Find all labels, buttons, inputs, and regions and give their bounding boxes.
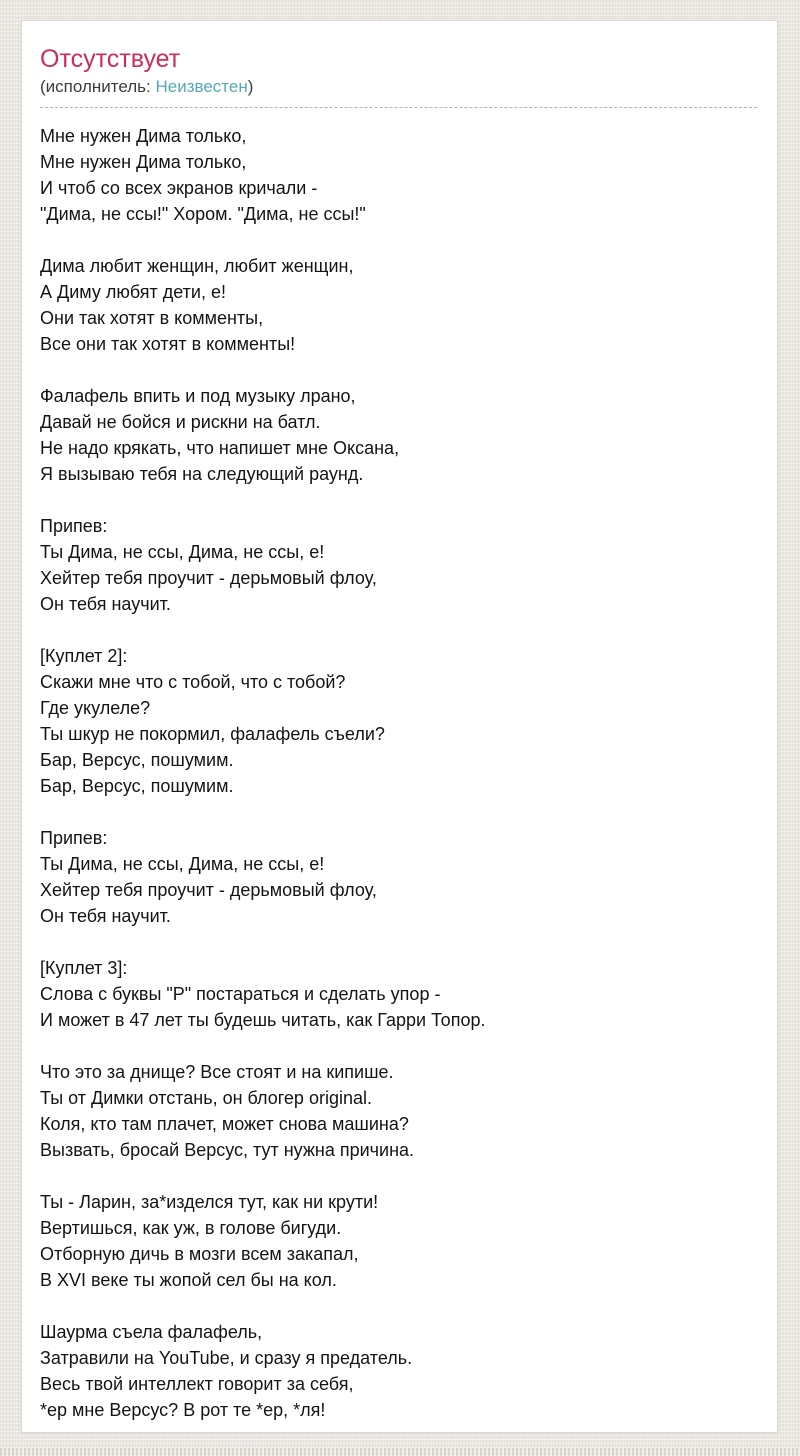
lyric-line: Скажи мне что с тобой, что с тобой? <box>40 672 346 692</box>
lyrics-stanza <box>40 383 757 487</box>
lyric-line: Мне нужен Дима только, <box>40 152 247 172</box>
lyrics-stanza <box>40 825 757 929</box>
lyric-line: *ер мне Версус? В рот те *ер, *ля! <box>40 1400 326 1420</box>
lyric-line: Ты - Ларин, за*изделся тут, как ни крути! <box>40 1192 379 1212</box>
lyric-line: И чтоб со всех экранов кричали - <box>40 178 318 198</box>
lyrics-stanza <box>40 123 757 227</box>
lyric-line: Ты шкур не покормил, фалафель съели? <box>40 724 385 744</box>
lyric-line: Давай не бойся и рискни на батл. <box>40 412 321 432</box>
lyric-line: Все они так хотят в комменты! <box>40 334 296 354</box>
lyric-line: Ты Дима, не ссы, Дима, не ссы, е! <box>40 854 325 874</box>
lyric-line: Вызвать, бросай Версус, тут нужна причина. <box>40 1140 415 1160</box>
lyric-line: [Куплет 2]: <box>40 646 128 666</box>
lyric-line: "Дима, не ссы!" Хором. "Дима, не ссы!" <box>40 204 366 224</box>
lyric-line: [Куплет 3]: <box>40 958 128 978</box>
lyrics-stanza <box>40 643 757 799</box>
lyric-line: Припев: <box>40 516 108 536</box>
lyrics-stanza <box>40 1189 757 1293</box>
lyrics-stanza <box>40 253 757 357</box>
lyric-line: Бар, Версус, пошумим. <box>40 776 234 796</box>
lyric-line: Где укулеле? <box>40 698 151 718</box>
lyric-line: Затравили на YouTube, и сразу я предатель. <box>40 1348 413 1368</box>
lyric-line: Он тебя научит. <box>40 906 171 926</box>
lyric-line: Коля, кто там плачет, может снова машина? <box>40 1114 409 1134</box>
lyric-line: Не надо крякать, что напишет мне Оксана, <box>40 438 400 458</box>
lyric-line: Он тебя научит. <box>40 594 171 614</box>
lyric-line: Мне нужен Дима только, <box>40 126 247 146</box>
lyric-line: Слова с буквы "Р" постараться и сделать упор - <box>40 984 441 1004</box>
lyric-line: Хейтер тебя проучит - дерьмовый флоу, <box>40 568 377 588</box>
lyric-line: В XVI веке ты жопой сел бы на кол. <box>40 1270 337 1290</box>
lyrics-stanza <box>40 1319 757 1423</box>
lyrics-card <box>21 20 778 1433</box>
lyrics <box>40 123 757 1423</box>
lyric-line: Дима любит женщин, любит женщин, <box>40 256 354 276</box>
lyric-line: Бар, Версус, пошумим. <box>40 750 234 770</box>
lyric-line: Хейтер тебя проучит - дерьмовый флоу, <box>40 880 377 900</box>
lyric-line: Они так хотят в комменты, <box>40 308 264 328</box>
lyric-line: Шаурма съела фалафель, <box>40 1322 263 1342</box>
lyric-line: Вертишься, как уж, в голове бигуди. <box>40 1218 342 1238</box>
lyric-line: Ты Дима, не ссы, Дима, не ссы, е! <box>40 542 325 562</box>
lyrics-stanza <box>40 955 757 1033</box>
lyrics-stanza <box>40 513 757 617</box>
lyric-line: И может в 47 лет ты будешь читать, как Гарри Топор. <box>40 1010 486 1030</box>
lyric-line: Фалафель впить и под музыку лрано, <box>40 386 356 406</box>
lyric-line: Отборную дичь в мозги всем закапал, <box>40 1244 359 1264</box>
lyric-line: Весь твой интеллект говорит за себя, <box>40 1374 354 1394</box>
lyrics-stanza <box>40 1059 757 1163</box>
artist-label: (исполнитель: <box>40 77 156 96</box>
artist-link[interactable]: Неизвестен <box>155 77 248 96</box>
song-title: Отсутствует <box>40 45 181 73</box>
lyric-line: Я вызываю тебя на следующий раунд. <box>40 464 364 484</box>
page-bottom-texture <box>0 1448 800 1456</box>
artist-label-close: ) <box>247 77 254 96</box>
lyric-line: Ты от Димки отстань, он блогер original. <box>40 1088 372 1108</box>
lyric-line: А Диму любят дети, е! <box>40 282 226 302</box>
artist-row <box>40 76 757 108</box>
lyric-line: Припев: <box>40 828 108 848</box>
lyric-line: Что это за днище? Все стоят и на кипише. <box>40 1062 394 1082</box>
